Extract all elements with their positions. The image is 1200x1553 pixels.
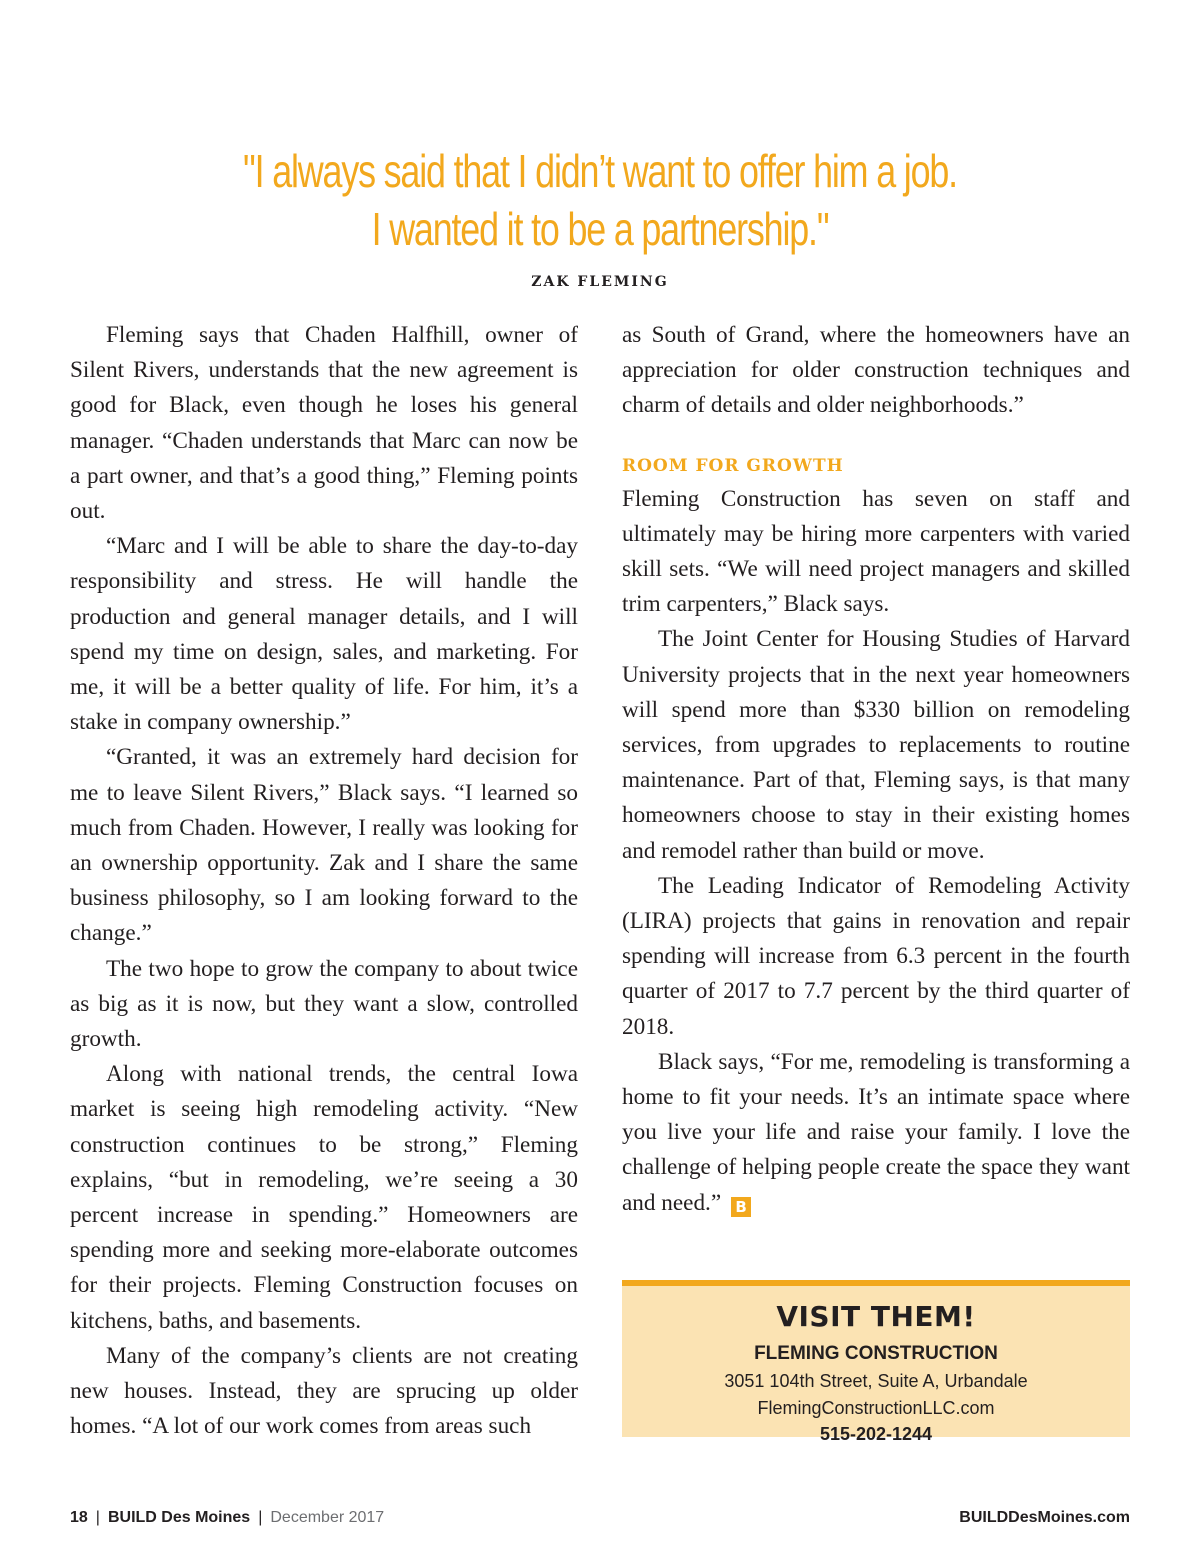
publication-name: BUILD Des Moines — [107, 1509, 251, 1526]
right-column — [622, 318, 1130, 1221]
last-paragraph-text: Black says, “For me, remodeling is transforming a home to fit your needs. It’s an intimate space where you live your life and raise your family. I love the challenge of helping people create the space they want and need.” — [622, 1048, 1130, 1216]
visit-box-title: VISIT THEM! — [776, 1300, 976, 1333]
page-number: 18 — [70, 1509, 88, 1526]
body-paragraph-continuation: as South of Grand, where the homeowners have an appreciation for older construction techniques and charm of details and older neighborhoods.” — [622, 322, 1130, 419]
pull-quote-line-1: "I always said that I didn’t want to offer him a job. — [243, 145, 957, 197]
body-paragraph: Along with national trends, the central Iowa market is seeing high remodeling activity. “New construction continues to be strong,” Fleming explains, “but in remodeling, we’re seeing a 30 percent increase in spending.” Homeowners are spending more and seeking more-elaborate outcomes for their projects. Fleming Construction focuses on kitchens, baths, and basements. — [70, 1061, 578, 1334]
left-column — [70, 318, 578, 1445]
body-paragraph: “Marc and I will be able to share the day-to-day responsibility and stress. He will handle the production and general manager details, and I will spend my time on design, sales, and marketing. For me, it will be a better quality of life. For him, it’s a stake in company ownership.” — [70, 533, 578, 736]
pull-quote — [210, 142, 990, 258]
pull-quote-line-2: I wanted it to be a partnership." — [371, 203, 829, 255]
company-address: 3051 104th Street, Suite A, Urbandale — [724, 1371, 1028, 1391]
body-paragraph: The Joint Center for Housing Studies of Harvard University projects that in the next year homeowners will spend more than $330 billion on remodeling services, from upgrades to replacements to routine maintenance. Part of that, Fleming says, is that many homeowners choose to stay in their existing homes and remodel rather than build or move. — [622, 626, 1130, 864]
company-name: FLEMING CONSTRUCTION — [754, 1343, 998, 1364]
footer-separator: | — [95, 1509, 100, 1526]
pull-quote-attribution: ZAK FLEMING — [531, 274, 669, 290]
company-website: FlemingConstructionLLC.com — [757, 1398, 995, 1418]
section-heading: ROOM FOR GROWTH — [622, 455, 844, 476]
body-paragraph: The two hope to grow the company to about twice as big as it is now, but they want a slow, controlled growth. — [70, 955, 578, 1053]
visit-them-box — [622, 1280, 1130, 1444]
issue-date: December 2017 — [270, 1509, 385, 1526]
body-paragraph: Fleming says that Chaden Halfhill, owner of Silent Rivers, understands that the new agreement is good for Black, even though he loses his general manager. “Chaden understands that Marc can now be a part owner, and that’s a good thing,” Fleming points out. — [70, 322, 578, 525]
company-phone: 515-202-1244 — [819, 1424, 933, 1444]
body-paragraph-last — [622, 1045, 1130, 1221]
body-paragraph: “Granted, it was an extremely hard decision for me to leave Silent Rivers,” Black says. “I learned so much from Chaden. However, I really was looking for an ownership opportunity. Zak and I share the same business philosophy, so I am looking forward to the change.” — [70, 744, 578, 947]
page-footer — [70, 1509, 1130, 1531]
footer-separator: | — [258, 1509, 263, 1526]
body-paragraph: The Leading Indicator of Remodeling Activity (LIRA) projects that gains in renovation and repair spending will increase from 6.3 percent in the fourth quarter of 2017 to 7.7 percent by the third quarter of 2018. — [622, 872, 1130, 1040]
body-paragraph: Many of the company’s clients are not creating new houses. Instead, they are sprucing up older homes. “A lot of our work comes from areas such — [70, 1342, 578, 1440]
footer-website: BUILDDesMoines.com — [959, 1509, 1130, 1526]
end-of-article-icon: B — [731, 1197, 751, 1217]
footer-left — [70, 1509, 384, 1527]
body-paragraph: Fleming Construction has seven on staff and ultimately may be hiring more carpenters with varied skill sets. “We will need project managers and skilled trim carpenters,” Black says. — [622, 485, 1130, 618]
